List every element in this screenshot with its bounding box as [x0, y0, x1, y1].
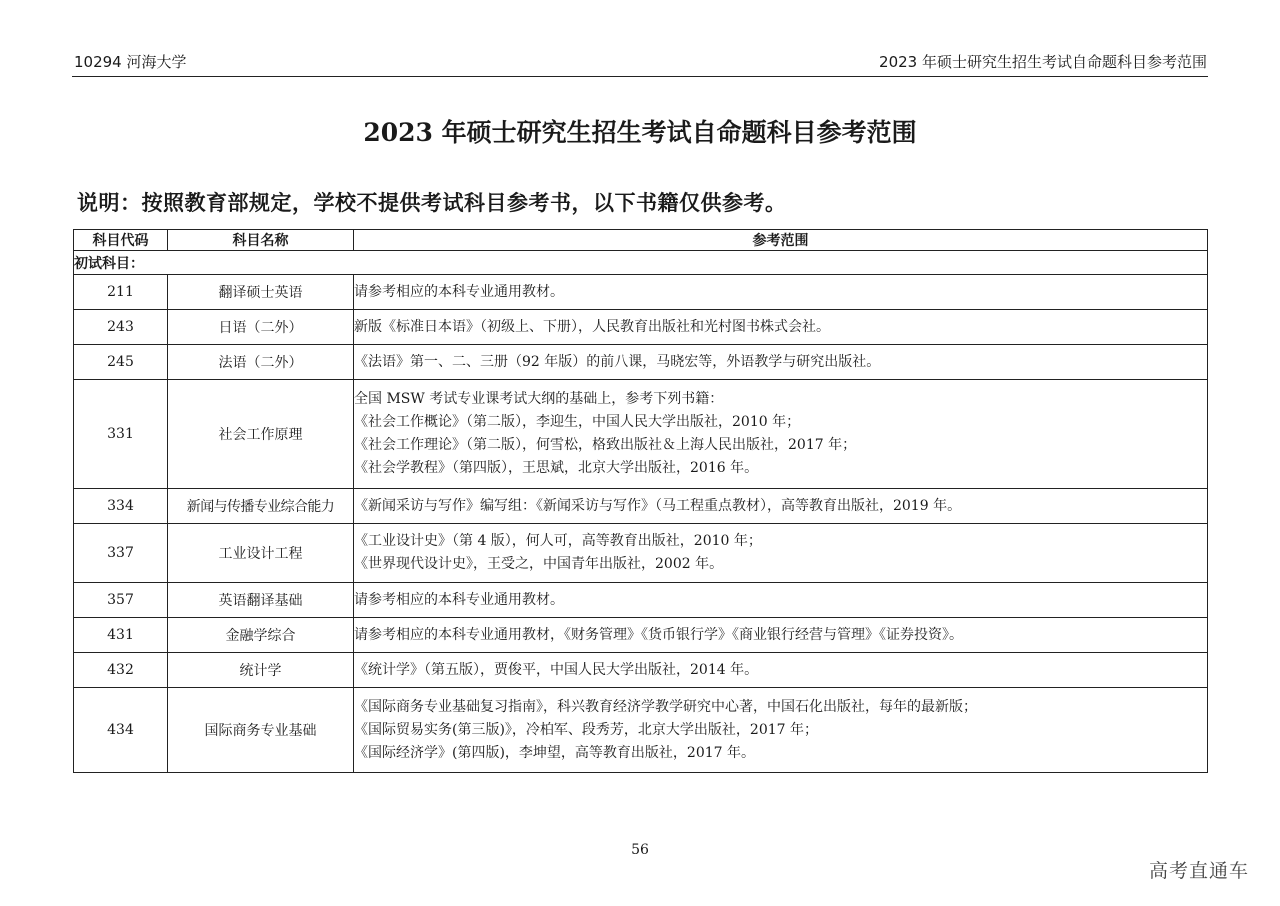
- col-header-range: 参考范围: [354, 230, 1208, 251]
- table-row: [74, 688, 1208, 773]
- subject-code: 334: [74, 489, 168, 524]
- reference-line: 《社会工作概论》（第二版），李迎生，中国人民大学出版社，2010 年；: [354, 414, 801, 430]
- table-row: [74, 583, 1208, 618]
- subject-code: 243: [74, 310, 168, 345]
- reference-range: [354, 583, 1208, 618]
- reference-range: [354, 489, 1208, 524]
- reference-line: 请参考相应的本科专业通用教材。: [354, 591, 564, 608]
- reference-line: 《统计学》（第五版），贾俊平，中国人民大学出版社，2014 年。: [354, 661, 759, 678]
- reference-line: 全国 MSW 考试专业课考试大纲的基础上，参考下列书籍：: [354, 391, 724, 407]
- col-header-code: 科目代码: [74, 230, 168, 251]
- reference-range: [354, 275, 1208, 310]
- table-row: [74, 653, 1208, 688]
- subject-name: 法语（二外）: [168, 345, 354, 380]
- table-header-row: [74, 230, 1208, 251]
- subject-name: 金融学综合: [168, 618, 354, 653]
- watermark-logo-text: 高考直通车: [1148, 860, 1249, 882]
- subject-code: 331: [74, 380, 168, 489]
- table-row: [74, 275, 1208, 310]
- subject-name: 新闻与传播专业综合能力: [168, 489, 354, 524]
- subject-name: 国际商务专业基础: [168, 688, 354, 773]
- reference-line: 新版《标准日本语》（初级上、下册），人民教育出版社和光村图书株式会社。: [354, 318, 830, 335]
- reference-line: 请参考相应的本科专业通用教材。: [354, 283, 564, 300]
- reference-line: 《国际商务专业基础复习指南》，科兴教育经济学教学研究中心著，中国石化出版社，每年的最新版；: [354, 698, 977, 715]
- subject-code: 434: [74, 688, 168, 773]
- subject-name: 英语翻译基础: [168, 583, 354, 618]
- reference-line: 《新闻采访与写作》编写组：《新闻采访与写作》（马工程重点教材），高等教育出版社，2019 年。: [354, 497, 962, 514]
- subject-code: 337: [74, 524, 168, 583]
- page-number: 56: [631, 842, 649, 858]
- reference-line: 《世界现代设计史》，王受之，中国青年出版社，2002 年。: [354, 556, 724, 572]
- subject-name: 翻译硕士英语: [168, 275, 354, 310]
- reference-range: [354, 380, 1208, 489]
- subject-name: 统计学: [168, 653, 354, 688]
- table-row: [74, 380, 1208, 489]
- subject-name: 日语（二外）: [168, 310, 354, 345]
- subject-code: 245: [74, 345, 168, 380]
- reference-range: [354, 653, 1208, 688]
- reference-line: 《国际贸易实务(第三版)》，冷柏军、段秀芳，北京大学出版社，2017 年；: [354, 721, 819, 738]
- table-row: [74, 310, 1208, 345]
- subject-code: 431: [74, 618, 168, 653]
- reference-line: 请参考相应的本科专业通用教材，《财务管理》《货币银行学》《商业银行经营与管理》《证券投资》。: [354, 626, 963, 643]
- section-row: [74, 251, 1208, 275]
- reference-line: 《国际经济学》(第四版)，李坤望，高等教育出版社，2017 年。: [354, 744, 756, 761]
- header-school: 10294 河海大学: [74, 53, 187, 71]
- reference-range: [354, 618, 1208, 653]
- reference-table: [73, 229, 1208, 773]
- table-row: [74, 345, 1208, 380]
- reference-line: 《工业设计史》（第 4 版），何人可，高等教育出版社，2010 年；: [354, 533, 762, 549]
- subject-code: 432: [74, 653, 168, 688]
- reference-line: 《法语》第一、二、三册（92 年版）的前八课，马晓宏等，外语教学与研究出版社。: [354, 353, 881, 370]
- reference-line: 《社会学教程》（第四版），王思斌，北京大学出版社，2016 年。: [354, 460, 759, 476]
- reference-line: 《社会工作理论》（第二版），何雪松，格致出版社＆上海人民出版社，2017 年；: [354, 437, 857, 453]
- section-label: 初试科目：: [74, 251, 1208, 275]
- subject-name: 社会工作原理: [168, 380, 354, 489]
- table-row: [74, 524, 1208, 583]
- header-divider: [72, 76, 1208, 77]
- page-title: 2023 年硕士研究生招生考试自命题科目参考范围: [363, 118, 917, 147]
- table-body: [74, 251, 1208, 773]
- reference-range: [354, 688, 1208, 773]
- subject-name: 工业设计工程: [168, 524, 354, 583]
- reference-range: [354, 310, 1208, 345]
- table-row: [74, 618, 1208, 653]
- subject-code: 357: [74, 583, 168, 618]
- header-doc-title: 2023 年硕士研究生招生考试自命题科目参考范围: [879, 53, 1207, 71]
- col-header-name: 科目名称: [168, 230, 354, 251]
- subject-code: 211: [74, 275, 168, 310]
- reference-range: [354, 524, 1208, 583]
- explanation-note: 说明：按照教育部规定，学校不提供考试科目参考书，以下书籍仅供参考。: [77, 191, 787, 215]
- table-row: [74, 489, 1208, 524]
- reference-range: [354, 345, 1208, 380]
